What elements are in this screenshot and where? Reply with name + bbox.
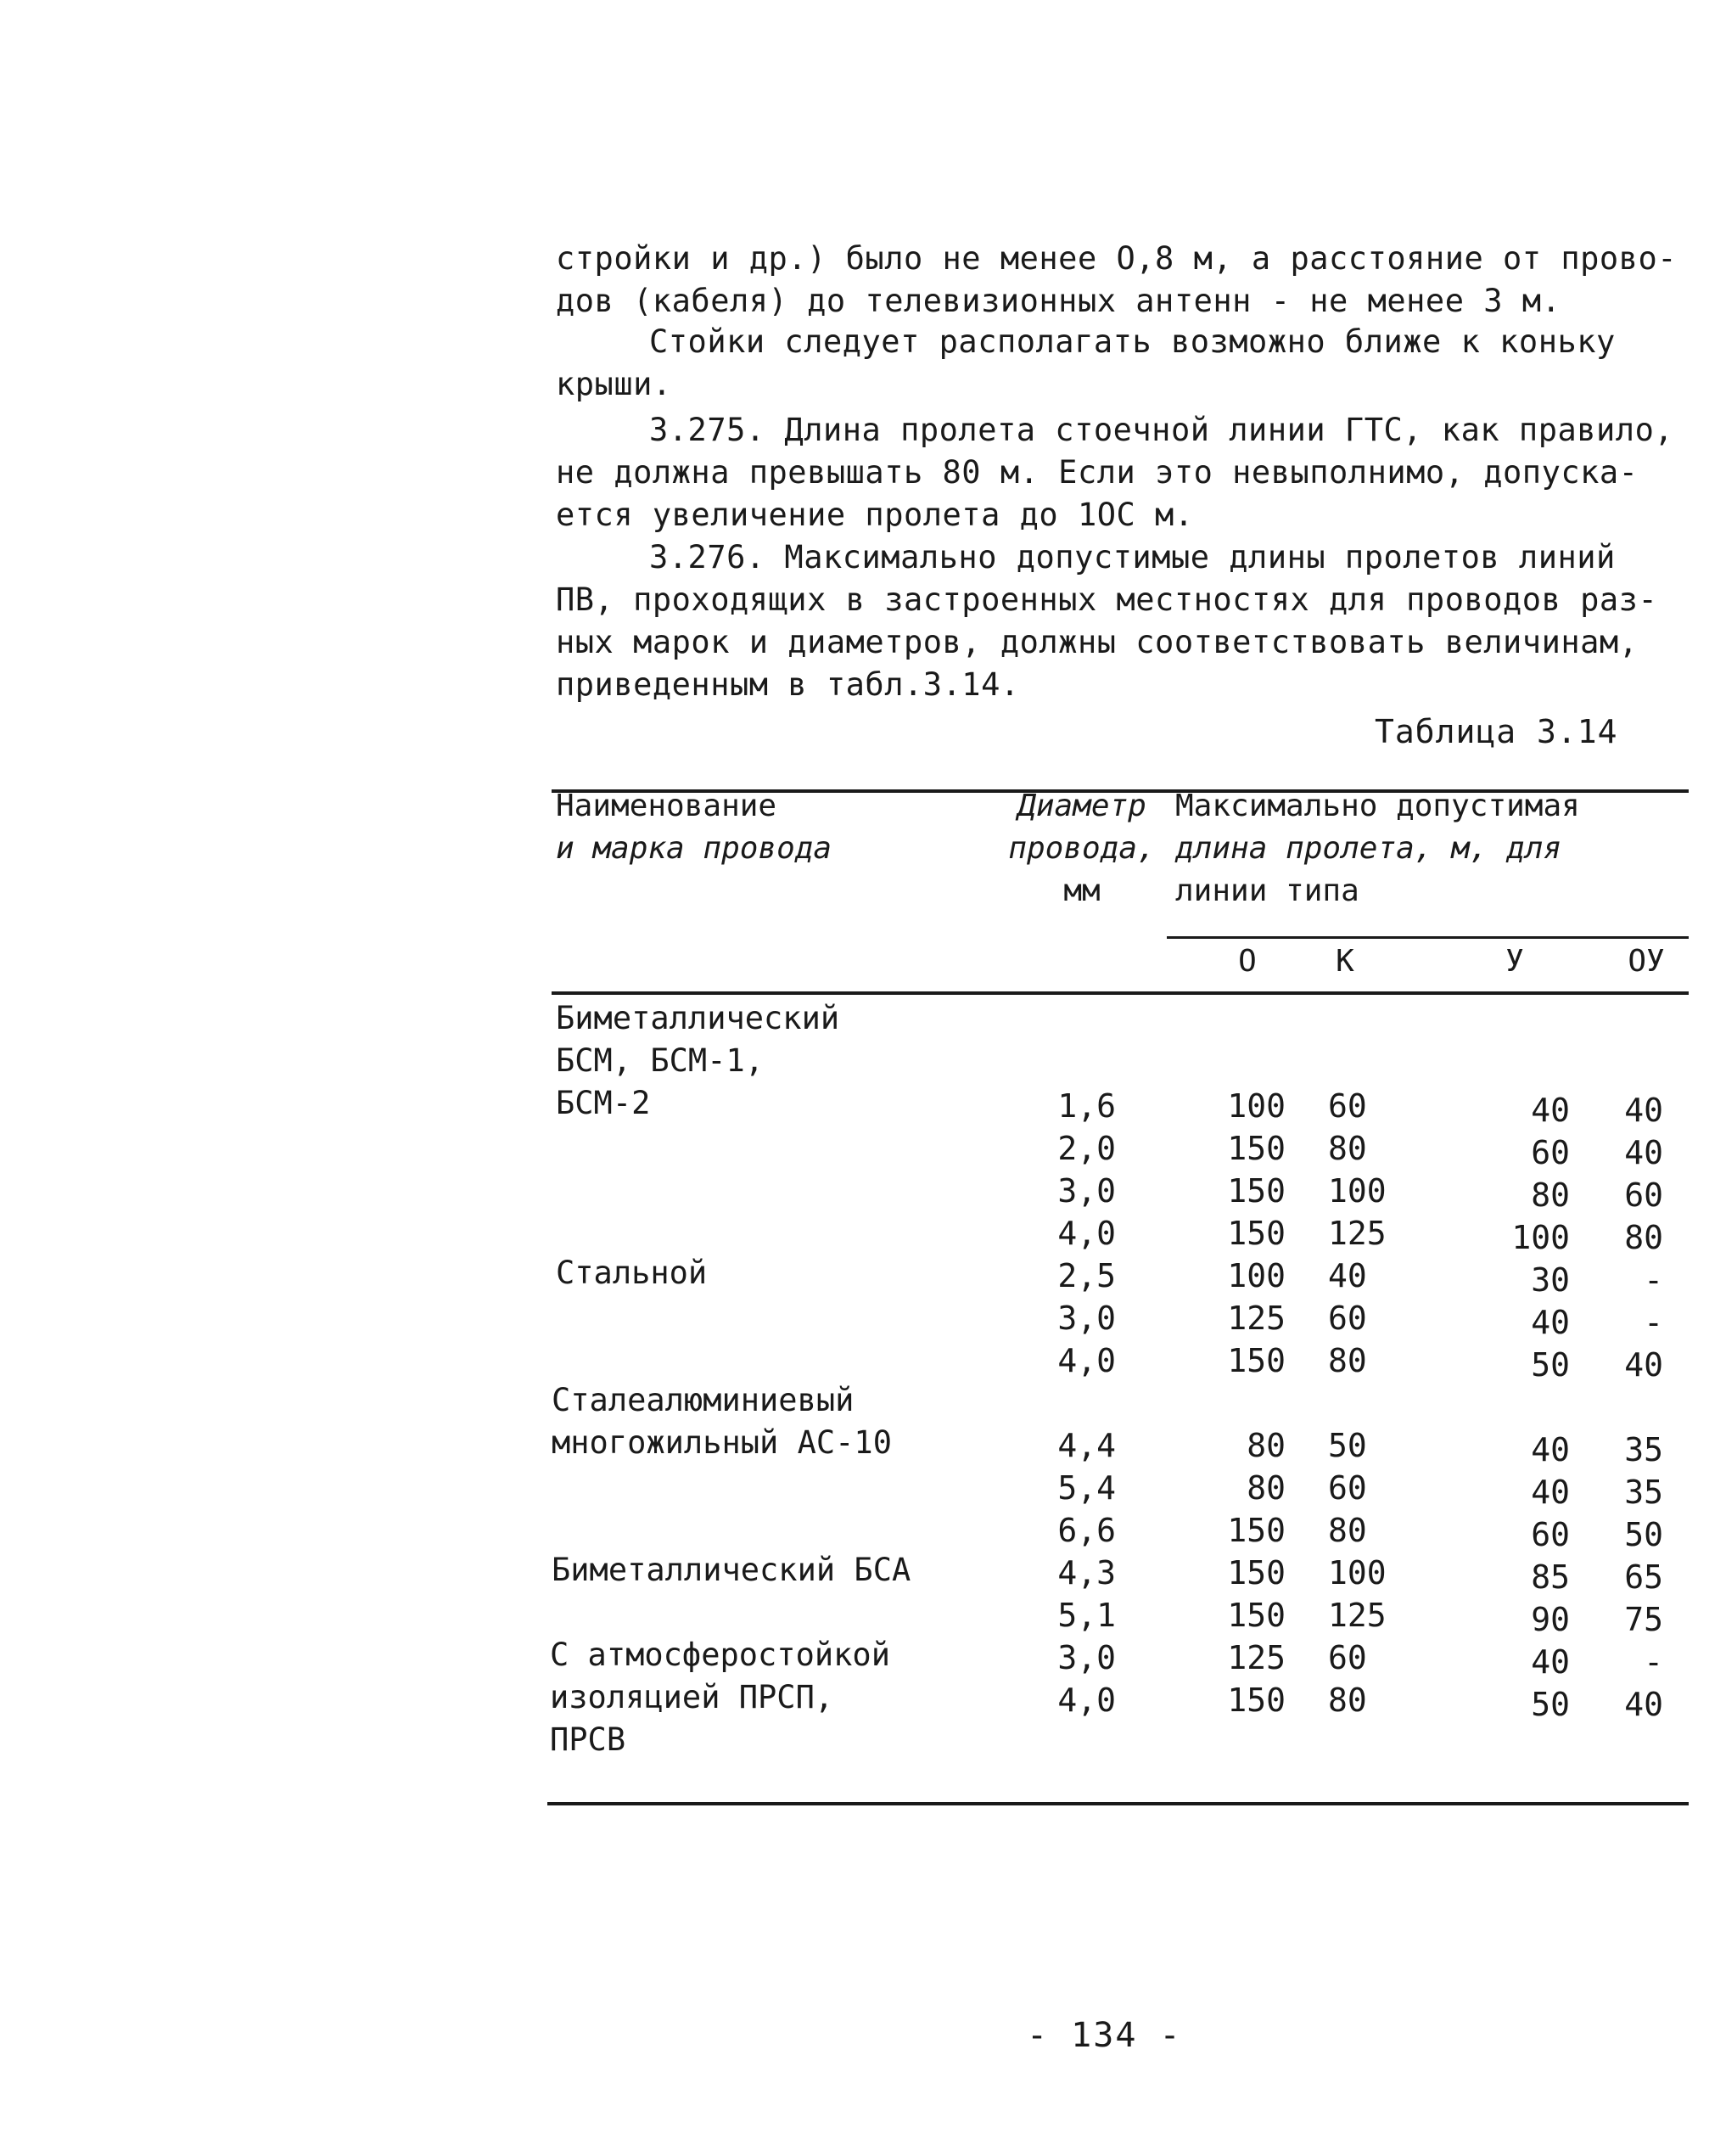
header-name [556,785,832,870]
header-type-ou: ОУ [1628,944,1665,979]
text-line: крыши. [556,366,672,402]
wire-name: БСМ, БСМ-1, [556,1042,765,1079]
header-type-o: О [1238,944,1257,979]
cell-diameter: 3,0 [1057,1172,1116,1210]
cell-o: 125 [1227,1639,1286,1676]
table-header-rule [552,991,1689,995]
cell-diameter: 6,6 [1057,1512,1116,1549]
cell-diameter: 3,0 [1057,1639,1116,1676]
cell-diameter: 4,0 [1057,1215,1116,1252]
cell-o: 125 [1227,1300,1286,1337]
paragraph-2 [556,321,1689,406]
cell-u: 50 [1531,1346,1570,1384]
page-number: - 134 - [1027,2016,1182,2055]
table-bottom-rule [547,1802,1689,1805]
cell-ou: 50 [1624,1516,1663,1553]
cell-ou: 35 [1624,1474,1663,1511]
text-line: ПВ, проходящих в застроенных местностях для проводов раз- [556,581,1658,618]
header-span [1175,785,1580,912]
cell-k: 60 [1328,1639,1367,1676]
cell-diameter: 4,3 [1057,1554,1116,1592]
header-type-u: У [1505,944,1524,979]
cell-diameter: 2,5 [1057,1257,1116,1294]
cell-u: 60 [1531,1134,1570,1171]
cell-k: 40 [1328,1257,1367,1294]
header-name-line1: Наименование [556,789,777,823]
cell-k: 100 [1328,1172,1387,1210]
header-diameter-line2: провода, [1008,831,1156,866]
cell-u: 40 [1531,1431,1570,1468]
cell-diameter: 4,4 [1057,1427,1116,1464]
cell-o: 150 [1227,1597,1286,1634]
cell-o: 150 [1227,1130,1286,1167]
header-diameter [997,785,1167,912]
cell-ou: 40 [1624,1686,1663,1723]
header-type-k: К [1336,944,1354,979]
cell-k: 50 [1328,1427,1367,1464]
header-span-line3: линии типа [1175,873,1359,908]
cell-u: 90 [1531,1601,1570,1638]
table-subheader-rule [1167,936,1689,939]
cell-diameter: 3,0 [1057,1300,1116,1337]
wire-name: изоляцией ПРСП, [550,1679,834,1715]
cell-k: 60 [1328,1469,1367,1507]
wire-name: многожильный АС-10 [552,1424,892,1461]
cell-ou: 65 [1624,1558,1663,1596]
text-line: стройки и др.) было не менее О,8 м, а расстояние от прово- [556,240,1678,277]
text-line: не должна превышать 80 м. Если это невыполнимо, допуска- [556,454,1639,491]
cell-u: 40 [1531,1092,1570,1129]
cell-ou: 40 [1624,1092,1663,1129]
cell-u: 50 [1531,1686,1570,1723]
cell-u: 30 [1531,1261,1570,1299]
text-line: ется увеличение пролета до 1OC м. [556,497,1194,533]
cell-u: 40 [1531,1643,1570,1681]
cell-u: 80 [1531,1176,1570,1214]
wire-name: С атмосферостойкой [550,1637,890,1673]
cell-o: 150 [1227,1172,1286,1210]
cell-o: 150 [1227,1554,1286,1592]
cell-diameter: 5,1 [1057,1597,1116,1634]
wire-name: БСМ-2 [556,1085,651,1121]
text-line: приведенным в табл.3.14. [556,666,1020,703]
cell-k: 80 [1328,1512,1367,1549]
text-line: Стойки следует располагать возможно ближе к коньку [649,323,1616,360]
cell-ou: 40 [1624,1134,1663,1171]
header-name-line2: и марка провода [556,831,832,866]
cell-u: 60 [1531,1516,1570,1553]
cell-ou: 60 [1624,1176,1663,1214]
cell-o: 150 [1227,1342,1286,1379]
cell-u: 40 [1531,1474,1570,1511]
cell-ou: - [1644,1261,1663,1299]
text-line: 3.276. Максимально допустимые длины пролетов линий [649,539,1616,575]
cell-ou: - [1644,1643,1663,1681]
cell-ou: 35 [1624,1431,1663,1468]
paragraph-1 [556,238,1689,323]
table-caption: Таблица 3.14 [1375,713,1618,750]
cell-ou: - [1644,1304,1663,1341]
cell-k: 80 [1328,1130,1367,1167]
cell-u: 40 [1531,1304,1570,1341]
text-line: ных марок и диаметров, должны соответствовать величинам, [556,624,1639,660]
header-span-line1: Максимально допустимая [1175,789,1580,823]
cell-o: 80 [1247,1469,1286,1507]
cell-o: 150 [1227,1682,1286,1719]
cell-diameter: 2,0 [1057,1130,1116,1167]
cell-o: 150 [1227,1215,1286,1252]
cell-o: 100 [1227,1087,1286,1125]
cell-diameter: 4,0 [1057,1682,1116,1719]
cell-k: 125 [1328,1215,1387,1252]
wire-name: Биметаллический [556,1000,840,1036]
cell-ou: 75 [1624,1601,1663,1638]
cell-ou: 80 [1624,1219,1663,1256]
wire-name: Стальной [556,1255,708,1291]
wire-name: Сталеалюминиевый [552,1382,855,1418]
wire-name: ПРСВ [550,1721,626,1758]
cell-diameter: 5,4 [1057,1469,1116,1507]
cell-k: 80 [1328,1342,1367,1379]
cell-diameter: 1,6 [1057,1087,1116,1125]
cell-k: 100 [1328,1554,1387,1592]
cell-o: 80 [1247,1427,1286,1464]
cell-o: 100 [1227,1257,1286,1294]
wire-name: Биметаллический БСА [552,1552,911,1588]
cell-k: 125 [1328,1597,1387,1634]
cell-ou: 40 [1624,1346,1663,1384]
header-diameter-line3: мм [1063,873,1101,908]
cell-u: 100 [1511,1219,1570,1256]
cell-k: 60 [1328,1087,1367,1125]
cell-diameter: 4,0 [1057,1342,1116,1379]
header-diameter-line1: Диаметр [1017,789,1146,823]
text-line: дов (кабеля) до телевизионных антенн - не менее 3 м. [556,283,1561,319]
text-line: 3.275. Длина пролета стоечной линии ГТС, как правило, [649,412,1674,448]
cell-u: 85 [1531,1558,1570,1596]
cell-o: 150 [1227,1512,1286,1549]
header-span-line2: длина пролета, м, для [1175,831,1562,866]
paragraph-4 [556,536,1689,706]
cell-k: 80 [1328,1682,1367,1719]
cell-k: 60 [1328,1300,1367,1337]
paragraph-3 [556,409,1689,536]
